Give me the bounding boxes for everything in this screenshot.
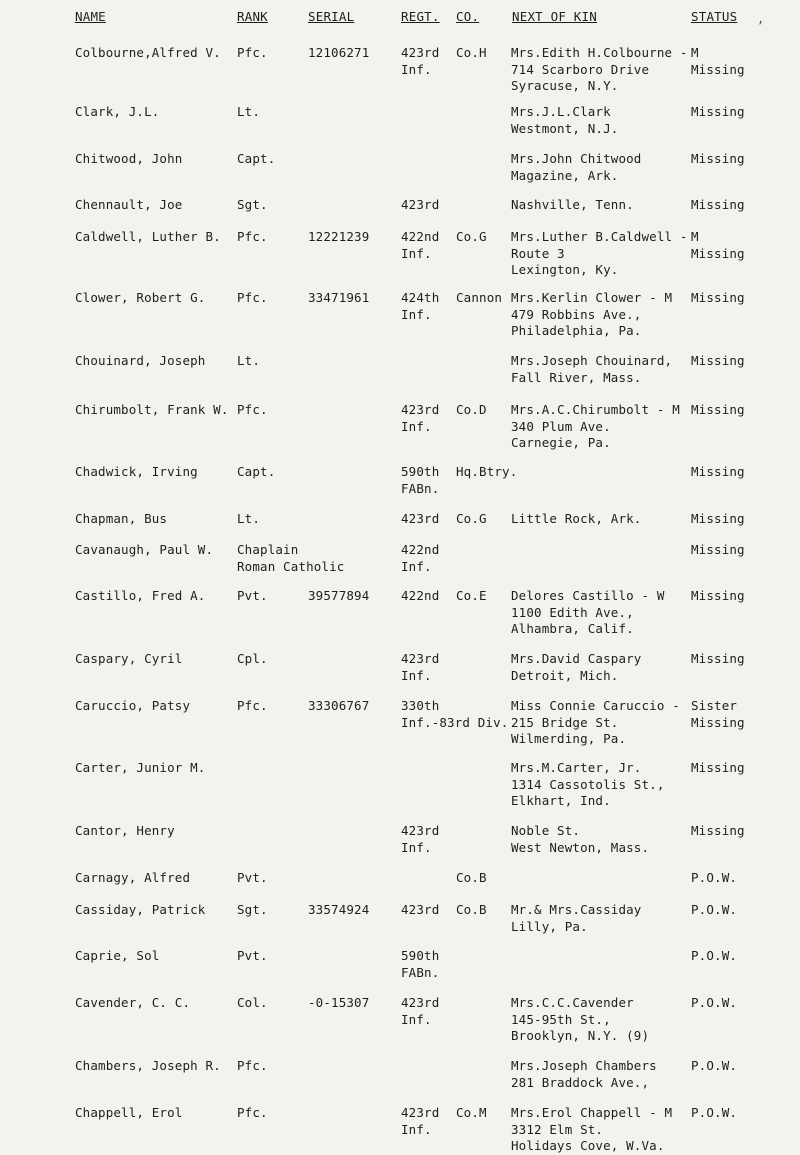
record-name-line: Chitwood, John <box>75 151 183 166</box>
record-kin-line: Nashville, Tenn. <box>511 197 634 212</box>
record-rank-line: Col. <box>237 995 268 1010</box>
record-name <box>75 464 198 481</box>
record-kin-line: 145-95th St., <box>511 1011 611 1027</box>
record-regt-line: Inf.-83rd Div. <box>401 714 509 730</box>
record-kin-line: Alhambra, Calif. <box>511 621 634 636</box>
record-kin-line: Detroit, Mich. <box>511 667 619 683</box>
record-rank-line: Pvt. <box>237 870 268 885</box>
record-rank-line: Pfc. <box>237 698 268 713</box>
record-name-line: Caruccio, Patsy <box>75 698 191 713</box>
record-name-line: Cantor, Henry <box>75 823 175 838</box>
pencil-mark: , <box>757 12 765 26</box>
record-regt-line: 423rd <box>401 995 440 1010</box>
record-status-line: Missing <box>691 353 745 368</box>
record-status-line: Missing <box>691 151 745 166</box>
record-kin-line: Delores Castillo - W <box>511 588 665 603</box>
record-rank <box>237 402 268 419</box>
record-name <box>75 948 159 965</box>
record-name-line: Cavanaugh, Paul W. <box>75 542 214 557</box>
record-status <box>691 229 745 262</box>
record-serial <box>308 698 369 715</box>
record-kin-line: Mr.& Mrs.Cassiday <box>511 902 642 917</box>
record-co <box>456 229 487 246</box>
record-name <box>75 104 159 121</box>
record-rank-line: Pfc. <box>237 229 268 244</box>
record-kin <box>511 588 665 638</box>
record-name-line: Caldwell, Luther B. <box>75 229 221 244</box>
record-status-line: P.O.W. <box>691 995 738 1010</box>
record-status <box>691 995 737 1012</box>
record-regt <box>401 698 508 731</box>
record-regt-line: Inf. <box>401 245 432 261</box>
record-name <box>75 870 190 887</box>
record-kin-line: Mrs.Luther B.Caldwell - <box>511 229 688 244</box>
record-kin <box>511 151 642 184</box>
record-kin <box>511 651 642 684</box>
record-serial-line: 33306767 <box>308 698 370 713</box>
record-co-line: Co.G <box>456 229 487 244</box>
record-co-line: Co.G <box>456 511 487 526</box>
record-kin-line: Fall River, Mass. <box>511 369 642 385</box>
header-rank: RANK <box>237 9 268 24</box>
record-regt <box>401 402 439 435</box>
record-status <box>691 402 745 419</box>
record-kin <box>511 1058 657 1091</box>
record-co <box>456 511 487 528</box>
record-kin-line: Mrs.A.C.Chirumbolt - M <box>511 402 680 417</box>
record-name <box>75 1058 221 1075</box>
record-regt-line: FABn. <box>401 480 440 496</box>
record-name-line: Chouinard, Joseph <box>75 353 206 368</box>
record-co-line: Co.D <box>456 402 487 417</box>
record-kin-line: Mrs.Erol Chappell - M <box>511 1105 673 1120</box>
record-rank <box>237 698 268 715</box>
record-rank-line: Lt. <box>237 353 261 368</box>
record-status <box>691 1058 737 1075</box>
record-regt-line: 590th <box>401 464 440 479</box>
record-status <box>691 45 745 78</box>
record-rank <box>237 511 260 528</box>
record-name <box>75 151 182 168</box>
record-kin-line: 215 Bridge St. <box>511 714 619 730</box>
record-kin <box>511 353 672 386</box>
record-co-line: Cannon <box>456 290 503 305</box>
record-kin-line: Wilmerding, Pa. <box>511 731 627 746</box>
record-co <box>456 402 487 419</box>
record-status-line: Missing <box>691 651 745 666</box>
record-name <box>75 229 221 246</box>
record-status-line: Missing <box>691 464 745 479</box>
record-kin-line: Mrs.M.Carter, Jr. <box>511 760 642 775</box>
record-co <box>456 45 487 62</box>
record-kin-line: Noble St. <box>511 823 581 838</box>
record-name-line: Clower, Robert G. <box>75 290 206 305</box>
record-regt-line: 330th <box>401 698 440 713</box>
record-rank <box>237 948 268 965</box>
record-regt <box>401 290 439 323</box>
record-status-line: Missing <box>691 542 745 557</box>
record-regt-line: Inf. <box>401 558 432 574</box>
record-kin <box>511 104 618 137</box>
record-kin-line: Mrs.C.C.Cavender <box>511 995 634 1010</box>
record-kin <box>511 995 649 1045</box>
record-kin-line: Lilly, Pa. <box>511 918 588 934</box>
record-kin-line: Mrs.Joseph Chambers <box>511 1058 657 1073</box>
record-kin-line: Mrs.Joseph Chouinard, <box>511 353 673 368</box>
record-status <box>691 464 745 481</box>
record-rank <box>237 290 268 307</box>
record-rank-line: Cpl. <box>237 651 268 666</box>
record-name <box>75 542 213 559</box>
record-regt-line: 423rd <box>401 45 440 60</box>
record-name <box>75 402 229 419</box>
record-rank <box>237 1105 268 1122</box>
record-regt <box>401 651 439 684</box>
record-serial-line: 39577894 <box>308 588 370 603</box>
record-kin <box>511 197 634 214</box>
record-co <box>456 588 487 605</box>
record-rank <box>237 353 260 370</box>
record-name-line: Carnagy, Alfred <box>75 870 191 885</box>
record-kin-line: Westmont, N.J. <box>511 120 619 136</box>
record-regt <box>401 229 439 262</box>
record-regt-line: 424th <box>401 290 440 305</box>
record-name <box>75 823 175 840</box>
record-status-line: Missing <box>691 245 745 261</box>
record-status <box>691 948 737 965</box>
record-rank-line: Pfc. <box>237 402 268 417</box>
record-co <box>456 870 487 887</box>
record-kin-line: Syracuse, N.Y. <box>511 78 619 93</box>
record-rank <box>237 651 268 668</box>
record-rank-line: Chaplain <box>237 542 299 557</box>
record-regt <box>401 588 439 605</box>
record-serial <box>308 45 369 62</box>
record-status-line: P.O.W. <box>691 1058 738 1073</box>
record-name-line: Cassiday, Patrick <box>75 902 206 917</box>
record-regt <box>401 823 439 856</box>
record-status <box>691 760 745 777</box>
record-regt-line: 422nd <box>401 229 440 244</box>
record-name-line: Carter, Junior M. <box>75 760 206 775</box>
record-serial-line: 12106271 <box>308 45 370 60</box>
record-name-line: Chambers, Joseph R. <box>75 1058 221 1073</box>
record-regt-line: 423rd <box>401 823 440 838</box>
record-regt-line: Inf. <box>401 418 432 434</box>
record-name-line: Chirumbolt, Frank W. <box>75 402 229 417</box>
record-name-line: Chennault, Joe <box>75 197 183 212</box>
record-serial <box>308 229 369 246</box>
record-rank <box>237 45 268 62</box>
record-co-line: Co.E <box>456 588 487 603</box>
record-kin-line: West Newton, Mass. <box>511 839 650 855</box>
record-status-line: Missing <box>691 197 745 212</box>
record-status-line: Missing <box>691 402 745 417</box>
record-status-line: M <box>691 229 699 244</box>
record-rank-line: Pvt. <box>237 588 268 603</box>
record-regt-line: Inf. <box>401 61 432 77</box>
record-kin-line: 1100 Edith Ave., <box>511 604 634 620</box>
record-name <box>75 760 206 777</box>
record-rank <box>237 542 344 575</box>
record-regt <box>401 1105 439 1138</box>
record-name <box>75 290 206 307</box>
record-status <box>691 151 745 168</box>
record-kin <box>511 698 680 748</box>
record-rank-line: Pfc. <box>237 1105 268 1120</box>
record-co <box>456 290 502 307</box>
record-status-line: P.O.W. <box>691 870 738 885</box>
record-serial <box>308 588 369 605</box>
record-rank <box>237 995 268 1012</box>
record-status <box>691 823 745 840</box>
record-regt-line: 422nd <box>401 542 440 557</box>
record-rank-line: Pfc. <box>237 45 268 60</box>
record-status <box>691 698 745 731</box>
record-rank-line: Lt. <box>237 104 261 119</box>
record-status-line: Missing <box>691 61 745 77</box>
header-serial: SERIAL <box>308 9 355 24</box>
record-kin-line: Magazine, Ark. <box>511 167 619 183</box>
record-regt-line: 423rd <box>401 197 440 212</box>
record-name-line: Caspary, Cyril <box>75 651 183 666</box>
record-kin-line: Brooklyn, N.Y. (9) <box>511 1028 650 1043</box>
record-name <box>75 1105 182 1122</box>
record-name-line: Chadwick, Irving <box>75 464 198 479</box>
record-status-line: Missing <box>691 511 745 526</box>
record-co-line: Co.B <box>456 870 487 885</box>
record-rank <box>237 197 268 214</box>
record-status <box>691 588 745 605</box>
record-status <box>691 542 745 559</box>
record-kin-line: 714 Scarboro Drive <box>511 61 650 77</box>
record-rank-line: Capt. <box>237 151 276 166</box>
record-co-line: Co.H <box>456 45 487 60</box>
record-rank <box>237 151 275 168</box>
record-regt-line: 423rd <box>401 402 440 417</box>
record-serial-line: -0-15307 <box>308 995 370 1010</box>
record-kin-line: Little Rock, Ark. <box>511 511 642 526</box>
record-status <box>691 870 737 887</box>
record-name <box>75 651 182 668</box>
header-status: STATUS <box>691 9 738 24</box>
record-name <box>75 902 206 919</box>
record-name <box>75 45 221 62</box>
header-name: NAME <box>75 9 106 24</box>
record-status <box>691 651 745 668</box>
record-status-line: M <box>691 45 699 60</box>
record-name-line: Caprie, Sol <box>75 948 160 963</box>
record-regt-line: 423rd <box>401 511 440 526</box>
record-kin-line: Miss Connie Caruccio - <box>511 698 680 713</box>
record-serial <box>308 995 369 1012</box>
record-rank-line: Pvt. <box>237 948 268 963</box>
record-kin-line: 340 Plum Ave. <box>511 418 611 434</box>
record-status <box>691 1105 737 1122</box>
record-status-line: Missing <box>691 104 745 119</box>
record-name-line: Chapman, Bus <box>75 511 168 526</box>
record-name <box>75 588 206 605</box>
record-regt <box>401 511 439 528</box>
record-kin-line: Holidays Cove, W.Va. <box>511 1138 665 1153</box>
record-rank-line: Sgt. <box>237 197 268 212</box>
record-regt-line: Inf. <box>401 1121 432 1137</box>
record-rank <box>237 229 268 246</box>
record-name-line: Castillo, Fred A. <box>75 588 206 603</box>
record-rank-line: Lt. <box>237 511 261 526</box>
record-rank <box>237 870 268 887</box>
record-rank <box>237 104 260 121</box>
record-regt-line: 423rd <box>401 651 440 666</box>
record-rank <box>237 1058 268 1075</box>
record-regt-line: 590th <box>401 948 440 963</box>
record-kin <box>511 402 680 452</box>
record-kin <box>511 760 665 810</box>
record-status <box>691 197 745 214</box>
record-status-line: Missing <box>691 714 745 730</box>
record-rank <box>237 588 268 605</box>
record-kin <box>511 45 688 95</box>
record-kin <box>511 511 642 528</box>
record-co-line: Co.M <box>456 1105 487 1120</box>
record-name <box>75 511 167 528</box>
record-rank <box>237 902 268 919</box>
record-name <box>75 353 206 370</box>
record-kin-line: Philadelphia, Pa. <box>511 323 642 338</box>
record-regt <box>401 464 439 497</box>
record-kin <box>511 823 649 856</box>
record-kin-line: 3312 Elm St. <box>511 1121 604 1137</box>
record-status <box>691 511 745 528</box>
record-kin <box>511 290 672 340</box>
record-regt-line: Inf. <box>401 667 432 683</box>
record-status-line: Missing <box>691 290 745 305</box>
record-kin-line: Mrs.David Caspary <box>511 651 642 666</box>
record-status-line: P.O.W. <box>691 948 738 963</box>
record-status-line: Sister <box>691 698 738 713</box>
record-name <box>75 197 182 214</box>
record-status-line: Missing <box>691 588 745 603</box>
record-kin-line: Mrs.J.L.Clark <box>511 104 611 119</box>
record-regt-line: 422nd <box>401 588 440 603</box>
record-serial-line: 33471961 <box>308 290 370 305</box>
record-regt-line: 423rd <box>401 1105 440 1120</box>
record-kin-line: Route 3 <box>511 245 565 261</box>
record-regt-line: Inf. <box>401 1011 432 1027</box>
record-regt <box>401 45 439 78</box>
record-kin-line: 1314 Cassotolis St., <box>511 776 665 792</box>
record-regt <box>401 948 439 981</box>
header-regt: REGT. <box>401 9 440 24</box>
record-kin-line: 479 Robbins Ave., <box>511 306 642 322</box>
record-name-line: Clark, J.L. <box>75 104 160 119</box>
record-kin <box>511 902 642 935</box>
record-status-line: P.O.W. <box>691 902 738 917</box>
record-regt <box>401 197 439 214</box>
record-status <box>691 902 737 919</box>
record-regt-line: Inf. <box>401 306 432 322</box>
record-rank <box>237 464 275 481</box>
record-status-line: Missing <box>691 823 745 838</box>
record-serial <box>308 902 369 919</box>
record-regt <box>401 902 439 919</box>
record-kin <box>511 229 688 279</box>
record-name-line: Cavender, C. C. <box>75 995 191 1010</box>
record-name <box>75 995 190 1012</box>
record-kin-line: Elkhart, Ind. <box>511 793 611 808</box>
record-kin <box>511 1105 672 1155</box>
record-kin-line: Carnegie, Pa. <box>511 435 611 450</box>
record-co-line: Hq.Btry. <box>456 464 518 479</box>
record-status-line: Missing <box>691 760 745 775</box>
record-name-line: Colbourne,Alfred V. <box>75 45 221 60</box>
record-kin-line: 281 Braddock Ave., <box>511 1074 650 1090</box>
record-name <box>75 698 190 715</box>
record-status <box>691 353 745 370</box>
record-serial <box>308 290 369 307</box>
record-kin-line: Lexington, Ky. <box>511 262 619 277</box>
record-co <box>456 1105 487 1122</box>
header-kin: NEXT OF KIN <box>512 9 597 24</box>
record-status <box>691 104 745 121</box>
record-co <box>456 464 517 481</box>
record-rank-line: Pfc. <box>237 290 268 305</box>
record-regt-line: FABn. <box>401 964 440 980</box>
record-serial-line: 12221239 <box>308 229 370 244</box>
record-rank-line: Capt. <box>237 464 276 479</box>
header-co: CO. <box>456 9 480 24</box>
record-regt <box>401 995 439 1028</box>
record-regt <box>401 542 439 575</box>
record-co-line: Co.B <box>456 902 487 917</box>
record-regt-line: 423rd <box>401 902 440 917</box>
record-status <box>691 290 745 307</box>
record-status-line: P.O.W. <box>691 1105 738 1120</box>
record-rank-line: Roman Catholic <box>237 558 345 574</box>
record-name-line: Chappell, Erol <box>75 1105 183 1120</box>
record-kin-line: Mrs.John Chitwood <box>511 151 642 166</box>
record-rank-line: Pfc. <box>237 1058 268 1073</box>
record-regt-line: Inf. <box>401 839 432 855</box>
record-rank-line: Sgt. <box>237 902 268 917</box>
record-serial-line: 33574924 <box>308 902 370 917</box>
record-kin-line: Mrs.Kerlin Clower - M <box>511 290 673 305</box>
record-kin-line: Mrs.Edith H.Colbourne - <box>511 45 688 60</box>
record-co <box>456 902 487 919</box>
